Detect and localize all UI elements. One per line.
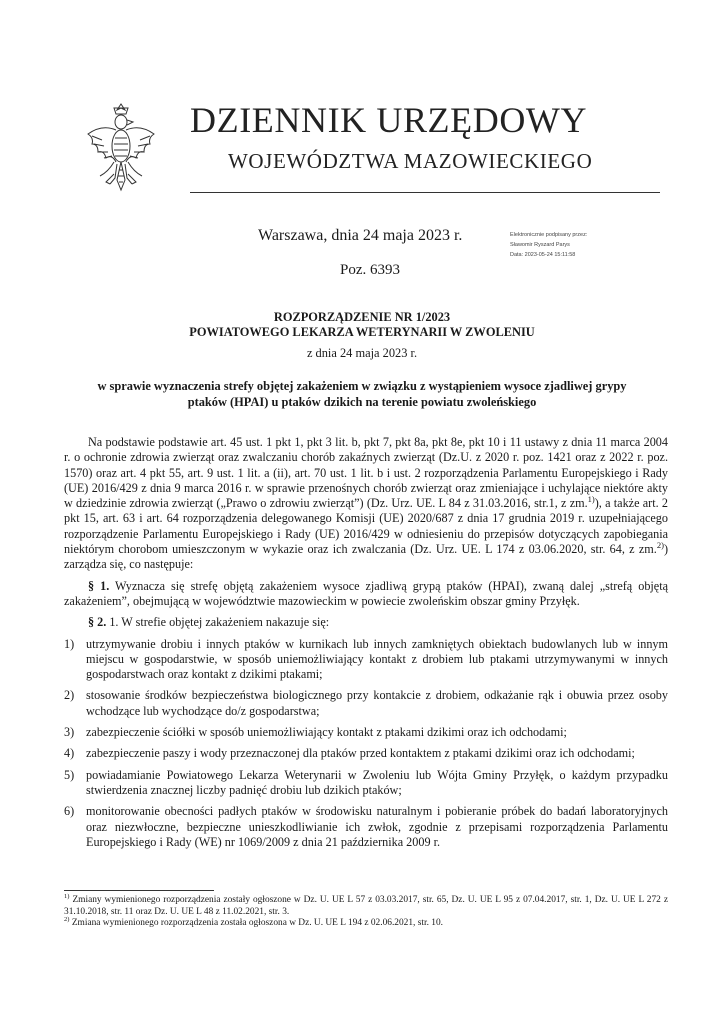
- header-divider: [190, 192, 660, 193]
- preamble-text: Na podstawie podstawie art. 45 ust. 1 pkt 1, pkt 3 lit. b, pkt 7, pkt 8a, pkt 8e, pkt 10 i 11 ustawy z dnia 11 marca 2004 r. o ochronie zdrowia zwierząt oraz zwalczaniu chorób zakaźnych zwierząt (Dz.U. z 2020 r. poz. 1421 oraz z 2022 r. poz. 1570) oraz art. 4 pkt 55, art. 9 ust. 1 lit. a (ii), art. 70 ust. 1 lit. b i ust. 2 rozporządzenia Parlamentu Europejskiego i Rady (UE) 2016/429 z dnia 9 marca 2016 r. w sprawie przenośnych chorób zwierząt oraz zmieniające i uchylające niektóre akty w dziedzinie zdrowia zwierząt („Prawo o zdrowiu zwierząt”) (Dz. Urz. UE. L 84 z 31.03.2016, str.1, z zm.: [64, 435, 668, 511]
- gazette-title: DZIENNIK URZĘDOWY: [190, 100, 588, 140]
- list-item-text: powiadamianie Powiatowego Lekarza Weterynarii w Zwoleniu lub Wójta Gminy Przyłęk, o każdym przypadku stwierdzenia znacznej liczby padnięć drobiu lub dzikich ptaków;: [86, 767, 668, 797]
- act-subject: w sprawie wyznaczenia strefy objętej zakażeniem w związku z wystąpieniem wysoce zjadliwej grypy ptaków (HPAI) u ptaków dzikich na terenie powiatu zwoleńskiego: [97, 379, 627, 409]
- paragraph-2: [64, 615, 668, 630]
- list-item-number: 5): [64, 767, 75, 782]
- list-item-text: utrzymywanie drobiu i innych ptaków w kurnikach lub innych zamkniętych obiektach budowlanych lub w innym miejscu w gospodarstwie, w sposób uniemożliwiający kontakt z drobiem lub ptakami utrzymywanymi w innych gospodarstwach oraz kontakt z dzikimi ptakami;: [86, 636, 668, 682]
- position-number: Poz. 6393: [340, 262, 400, 278]
- act-date: z dnia 24 maja 2023 r.: [306, 346, 418, 360]
- obligation-list: [64, 637, 668, 851]
- list-item-text: stosowanie środków bezpieczeństwa biologicznego przy kontakcie z drobiem, odkażanie rąk i obuwia przez osoby wchodzące lub wychodzące do/z gospodarstwa;: [86, 688, 668, 718]
- act-title: [60, 310, 664, 340]
- eagle-emblem-icon: [84, 100, 158, 196]
- preamble-text: ) zarządza się, co następuje:: [64, 542, 668, 572]
- gazette-subtitle: WOJEWÓDZTWA MAZOWIECKIEGO: [228, 149, 593, 173]
- esign-line: Sławomir Ryszard Parys: [510, 242, 570, 248]
- list-item-number: 4): [64, 746, 75, 761]
- list-item: [64, 746, 668, 761]
- list-item-text: monitorowanie obecności padłych ptaków w środowisku naturalnym i pobieranie próbek do badań laboratoryjnych oraz niezwłoczne, bezpieczne unieszkodliwianie ich zwłok, zgodnie z przepisami rozporządzenia Parlamentu Europejskiego i Rady (WE) nr 1069/2009 z dnia 21 października 2009 r.: [86, 804, 668, 849]
- list-item: [64, 637, 668, 683]
- list-item-number: 1): [64, 636, 75, 651]
- footnote-ref: 1): [587, 494, 595, 505]
- footnote-mark: 2): [64, 916, 70, 924]
- paragraph-label: § 2.: [88, 615, 107, 630]
- esign-line: Data: 2023-05-24 15:11:58: [510, 252, 576, 258]
- paragraph-label: § 1.: [88, 578, 110, 593]
- footnotes: [64, 892, 668, 930]
- preamble-text: ), a także art. 2 pkt 15, art. 63 i art. 64 rozporządzenia delegowanego Komisji (UE) 2020/687 z dnia 17 grudnia 2019 r. uzupełniającego rozporządzenie Parlamentu Europejskiego i Rady (UE) 2016/429 w odniesieniu do przepisów dotyczących zapobiegania niektórym chorobom umieszczonym w wykazie oraz ich zwalczania (Dz. Urz. UE. L 174 z 03.06.2020, str. 64, z zm.: [64, 496, 669, 557]
- list-item-number: 6): [64, 804, 75, 819]
- paragraph-text: Wyznacza się strefę objętą zakażeniem wysoce zjadliwą grypą ptaków (HPAI), zwaną dalej „strefą objętą zakażeniem”, obejmującą w województwie mazowieckim w powiecie zwoleńskim obszar gminy Przyłęk.: [64, 578, 669, 608]
- paragraph-text: 1. W strefie objętej zakażeniem nakazuje się:: [106, 615, 330, 630]
- list-item-number: 3): [64, 725, 75, 740]
- list-item-text: zabezpieczenie paszy i wody przeznaczonej dla ptaków przed kontaktem z ptakami dzikimi oraz ich odchodami;: [86, 746, 635, 761]
- esign-line: Elektronicznie podpisany przez:: [510, 232, 588, 238]
- act-body: [64, 435, 668, 856]
- list-item-number: 2): [64, 688, 75, 703]
- preamble: [64, 435, 668, 573]
- list-item: [64, 688, 668, 719]
- list-item: [64, 768, 668, 799]
- list-item: [64, 804, 668, 850]
- footnote-2: [64, 918, 668, 930]
- act-title-line: ROZPORZĄDZENIE NR 1/2023: [273, 310, 451, 324]
- place-date: Warszawa, dnia 24 maja 2023 r.: [258, 227, 463, 244]
- list-item: [64, 725, 668, 740]
- footnote-text: Zmiany wymienionego rozporządzenia zostały ogłoszone w Dz. U. UE L 57 z 03.03.2017, str. 65, Dz. U. UE L 95 z 07.04.2017, str. 1, Dz. U. UE L 272 z 31.10.2018, str. 11 oraz Dz. U. UE L 48 z 11.02.2021, str. 3.: [64, 895, 668, 917]
- paragraph-1: [64, 579, 668, 610]
- electronic-signature: [510, 230, 587, 260]
- footnote-1: [64, 892, 668, 918]
- footnote-ref: 2): [656, 540, 664, 551]
- footnote-mark: 1): [64, 892, 70, 900]
- act-title-line: POWIATOWEGO LEKARZA WETERYNARII W ZWOLENIU: [189, 325, 535, 339]
- footnote-text: Zmiana wymienionego rozporządzenia została ogłoszona w Dz. U. UE L 194 z 02.06.2021, str. 10.: [69, 918, 443, 929]
- list-item-text: zabezpieczenie ściółki w sposób uniemożliwiający kontakt z ptakami dzikimi oraz ich odchodami;: [86, 725, 567, 740]
- footnote-divider: [64, 890, 214, 891]
